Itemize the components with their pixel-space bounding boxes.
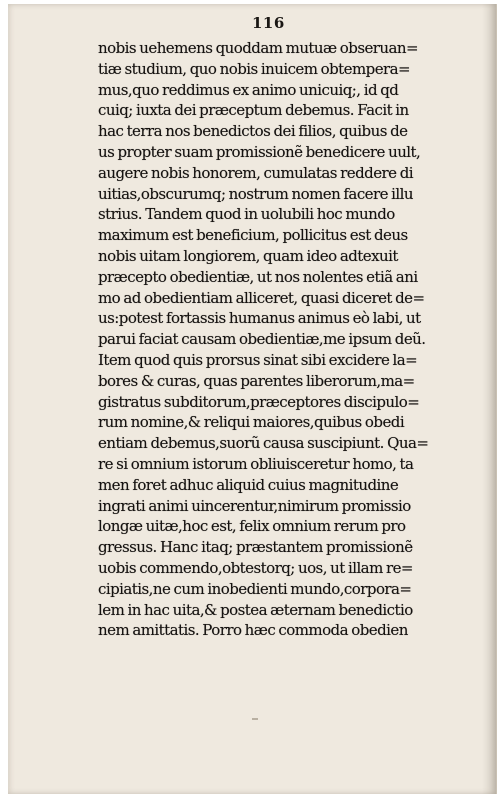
text-line: entiam debemus,suorũ causa suscipiunt. Qua= <box>98 434 429 453</box>
text-line: longæ uitæ,hoc est, felix omnium rerum pro <box>98 517 406 536</box>
text-line: gressus. Hanc itaq; præstantem promissionẽ <box>98 538 413 557</box>
text-line: præcepto obedientiæ, ut nos nolentes etiã ani <box>98 267 418 286</box>
text-line: augere nobis honorem, cumulatas reddere di <box>98 163 414 182</box>
text-line: strius. Tandem quod in uolubili hoc mundo <box>98 205 395 224</box>
text-line: cipiatis,ne cum inobedienti mundo,corpora= <box>98 579 412 598</box>
page-number: 116 <box>252 14 285 32</box>
text-line: lem in hac uita,& postea æternam benedictio <box>98 600 413 619</box>
text-line: mo ad obedientiam alliceret, quasi diceret de= <box>98 288 425 307</box>
text-line: uobis commendo,obtestorq; uos, ut illam re= <box>98 558 413 577</box>
text-line: Item quod quis prorsus sinat sibi excidere la= <box>98 350 418 369</box>
text-line: mus,quo reddimus ex animo unicuiq;, id qd <box>98 80 399 99</box>
text-line: nobis uehemens quoddam mutuæ obseruan= <box>98 39 419 57</box>
text-line: nobis uitam longiorem, quam ideo adtexuit <box>98 246 398 265</box>
text-line: tiæ studium, quo nobis inuicem obtempera= <box>98 59 411 78</box>
text-line: rum nomine,& reliqui maiores,quibus obedi <box>98 413 405 432</box>
text-line: uitias,obscurumq; nostrum nomen facere illu <box>98 184 414 203</box>
text-line: us:potest fortassis humanus animus eò labi, ut <box>98 309 421 328</box>
text-line: parui faciat causam obedientiæ,me ipsum deũ. <box>98 330 426 349</box>
text-line: maximum est beneficium, pollicitus est deus <box>98 226 408 245</box>
text-line: hac terra nos benedictos dei filios, quibus de <box>98 122 408 141</box>
spine-shadow <box>482 4 496 794</box>
text-line: bores & curas, quas parentes liberorum,ma= <box>98 371 415 390</box>
text-line: ingrati animi uincerentur,nimirum promissio <box>98 496 411 515</box>
body-text <box>98 38 484 641</box>
text-line: gistratus subditorum,præceptores discipulo= <box>98 392 420 411</box>
text-line: men foret adhuc aliquid cuius magnitudine <box>98 475 399 494</box>
text-line: us propter suam promissionẽ benedicere uult, <box>98 142 421 161</box>
text-line: re si omnium istorum obliuisceretur homo, ta <box>98 454 414 473</box>
ink-speck <box>252 718 258 720</box>
text-line: cuiq; iuxta dei præceptum debemus. Facit in <box>98 101 409 120</box>
text-line: nem amittatis. Porro hæc commoda obedien <box>98 621 408 640</box>
